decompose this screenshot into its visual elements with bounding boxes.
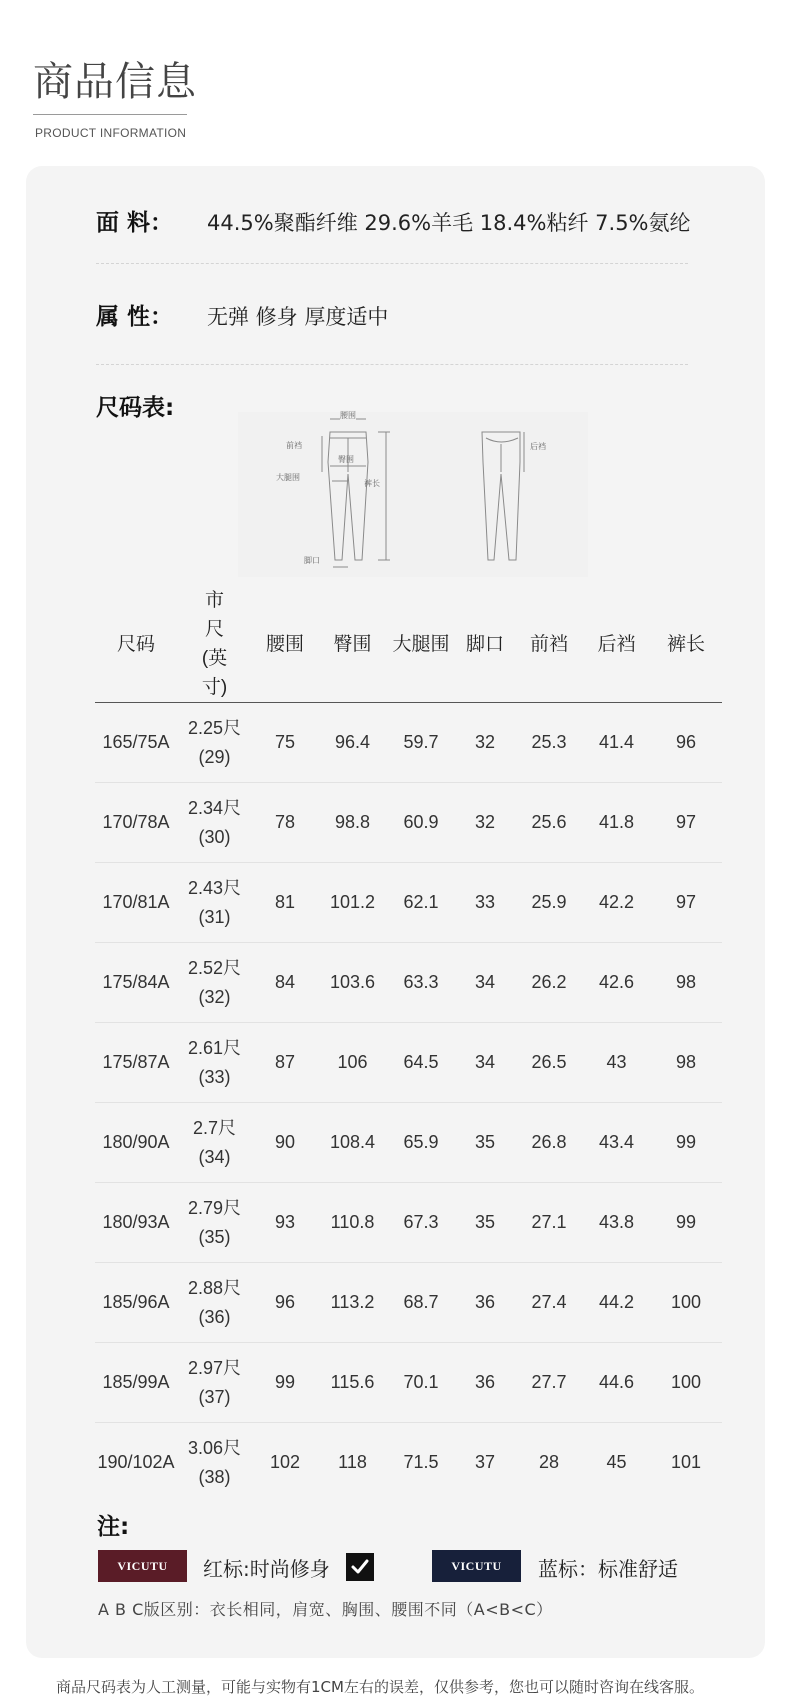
table-row xyxy=(95,783,722,863)
cell-hem: 32 xyxy=(455,783,515,863)
cell-hem: 34 xyxy=(455,1023,515,1103)
cell-shichi-text: 3.06尺(38) xyxy=(187,1437,242,1487)
cell-hem: 33 xyxy=(455,863,515,943)
checkmark-glyph xyxy=(350,1557,370,1577)
header-waist: 腰围 xyxy=(252,586,318,703)
cell-hip: 110.8 xyxy=(318,1183,387,1263)
cell-back-rise: 42.6 xyxy=(583,943,650,1023)
version-difference-note: A B C版区别：衣长相同，肩宽、胸围、腰围不同（A<B<C） xyxy=(98,1600,553,1619)
cell-front-rise: 25.9 xyxy=(515,863,583,943)
pants-measurement-diagram xyxy=(238,412,588,577)
title-underline xyxy=(33,114,187,115)
cell-hem: 36 xyxy=(455,1343,515,1423)
cell-shichi xyxy=(177,783,252,863)
cell-waist: 93 xyxy=(252,1183,318,1263)
cell-hem: 35 xyxy=(455,1183,515,1263)
diagram-label-thigh: 大腿围 xyxy=(276,473,300,482)
diagram-label-hem: 脚口 xyxy=(304,556,320,565)
cell-shichi xyxy=(177,943,252,1023)
section-title: 商品信息 xyxy=(33,59,197,105)
cell-shichi-text: 2.79尺(35) xyxy=(187,1197,242,1247)
checkmark-icon xyxy=(346,1553,374,1581)
cell-thigh: 71.5 xyxy=(403,1452,439,1472)
red-label-logo: VICUTU xyxy=(98,1550,187,1582)
cell-length: 98 xyxy=(650,1023,722,1103)
cell-size: 180/93A xyxy=(95,1183,177,1263)
cell-back-rise: 44.6 xyxy=(583,1343,650,1423)
cell-hem: 37 xyxy=(474,1452,496,1472)
diagram-label-hip: 臀围 xyxy=(338,455,354,464)
cell-shichi xyxy=(177,1263,252,1343)
cell-thigh: 65.9 xyxy=(387,1103,455,1183)
cell-waist: 84 xyxy=(252,943,318,1023)
cell-hip: 106 xyxy=(318,1023,387,1103)
header-hip: 臀围 xyxy=(318,586,387,703)
size-table xyxy=(95,586,722,1502)
header-length: 裤长 xyxy=(650,586,722,703)
table-row xyxy=(95,1183,722,1263)
cell-shichi xyxy=(177,863,252,943)
cell-back-rise: 42.2 xyxy=(583,863,650,943)
header-size: 尺码 xyxy=(95,586,177,703)
cell-shichi xyxy=(177,1423,252,1503)
cell-thigh: 62.1 xyxy=(387,863,455,943)
pants-diagram-svg xyxy=(238,412,588,577)
table-row xyxy=(95,1023,722,1103)
cell-shichi xyxy=(177,1343,252,1423)
table-row xyxy=(95,703,722,783)
cell-thigh: 70.1 xyxy=(387,1343,455,1423)
fabric-label: 面 料： xyxy=(96,210,174,236)
cell-size: 165/75A xyxy=(95,703,177,783)
cell-front-rise: 27.7 xyxy=(515,1343,583,1423)
divider xyxy=(96,263,688,264)
notes-label: 注: xyxy=(97,1514,130,1540)
cell-waist: 90 xyxy=(252,1103,318,1183)
cell-length: 99 xyxy=(650,1183,722,1263)
cell-back-rise: 41.8 xyxy=(583,783,650,863)
header-front-rise: 前裆 xyxy=(515,586,583,703)
cell-back-rise: 45 xyxy=(606,1452,627,1472)
header-shichi-text: 市尺(英寸) xyxy=(201,590,228,698)
cell-size: 175/87A xyxy=(95,1023,177,1103)
cell-waist: 81 xyxy=(252,863,318,943)
cell-shichi-text: 2.7尺(34) xyxy=(192,1117,237,1167)
cell-back-rise: 41.4 xyxy=(583,703,650,783)
cell-length: 101 xyxy=(670,1452,702,1472)
cell-front-rise: 26.8 xyxy=(515,1103,583,1183)
cell-hip: 101.2 xyxy=(318,863,387,943)
cell-length: 97 xyxy=(650,863,722,943)
cell-waist: 75 xyxy=(252,703,318,783)
cell-length: 99 xyxy=(650,1103,722,1183)
cell-length: 100 xyxy=(650,1343,722,1423)
blue-label-logo: VICUTU xyxy=(432,1550,521,1582)
cell-waist: 96 xyxy=(252,1263,318,1343)
cell-length: 100 xyxy=(650,1263,722,1343)
cell-hem: 34 xyxy=(455,943,515,1023)
cell-front-rise: 28 xyxy=(538,1452,560,1472)
cell-front-rise: 25.6 xyxy=(515,783,583,863)
cell-length: 98 xyxy=(650,943,722,1023)
cell-shichi-text: 2.52尺(32) xyxy=(187,957,242,1007)
section-subtitle: PRODUCT INFORMATION xyxy=(35,126,187,140)
cell-hem: 35 xyxy=(455,1103,515,1183)
cell-shichi-text: 2.88尺(36) xyxy=(187,1277,242,1327)
table-row xyxy=(95,1103,722,1183)
cell-shichi-text: 2.97尺(37) xyxy=(187,1357,242,1407)
cell-hip: 108.4 xyxy=(318,1103,387,1183)
cell-size: 175/84A xyxy=(95,943,177,1023)
cell-size: 190/102A xyxy=(97,1452,175,1472)
red-label-text: 红标:时尚修身 xyxy=(203,1557,330,1581)
header-shichi xyxy=(177,586,252,703)
cell-waist: 102 xyxy=(269,1452,301,1472)
cell-length: 96 xyxy=(650,703,722,783)
table-row xyxy=(95,863,722,943)
header-hem: 脚口 xyxy=(455,586,515,703)
cell-back-rise: 43 xyxy=(583,1023,650,1103)
diagram-label-back-rise: 后裆 xyxy=(530,442,546,451)
cell-thigh: 64.5 xyxy=(387,1023,455,1103)
cell-thigh: 63.3 xyxy=(387,943,455,1023)
cell-size: 185/99A xyxy=(95,1343,177,1423)
cell-length: 97 xyxy=(650,783,722,863)
cell-waist: 99 xyxy=(252,1343,318,1423)
cell-thigh: 68.7 xyxy=(387,1263,455,1343)
cell-back-rise: 43.8 xyxy=(583,1183,650,1263)
diagram-label-waist: 腰围 xyxy=(340,411,356,420)
cell-front-rise: 26.5 xyxy=(515,1023,583,1103)
divider xyxy=(96,364,688,365)
cell-back-rise: 43.4 xyxy=(583,1103,650,1183)
cell-waist: 78 xyxy=(252,783,318,863)
cell-size: 170/78A xyxy=(95,783,177,863)
attributes-label: 属 性： xyxy=(96,304,174,330)
cell-hip: 98.8 xyxy=(318,783,387,863)
cell-front-rise: 27.4 xyxy=(515,1263,583,1343)
diagram-label-length: 裤长 xyxy=(364,479,380,488)
cell-hip: 118 xyxy=(338,1452,367,1472)
cell-hip: 96.4 xyxy=(318,703,387,783)
table-row xyxy=(95,1343,722,1423)
size-chart-label: 尺码表: xyxy=(96,395,175,421)
table-row xyxy=(95,1263,722,1343)
header-back-rise: 后裆 xyxy=(583,586,650,703)
attributes-value: 无弹 修身 厚度适中 xyxy=(207,305,389,329)
cell-shichi xyxy=(177,1183,252,1263)
cell-shichi xyxy=(177,1023,252,1103)
cell-thigh: 67.3 xyxy=(387,1183,455,1263)
header-thigh: 大腿围 xyxy=(387,586,455,703)
cell-thigh: 59.7 xyxy=(387,703,455,783)
cell-front-rise: 25.3 xyxy=(515,703,583,783)
table-row xyxy=(95,1423,722,1503)
cell-shichi-text: 2.61尺(33) xyxy=(187,1037,242,1087)
table-row xyxy=(95,943,722,1023)
fabric-value: 44.5%聚酯纤维 29.6%羊毛 18.4%粘纤 7.5%氨纶 xyxy=(207,211,691,235)
cell-shichi-text: 2.43尺(31) xyxy=(187,877,242,927)
cell-front-rise: 26.2 xyxy=(515,943,583,1023)
cell-shichi-text: 2.34尺(30) xyxy=(187,797,242,847)
cell-hip: 115.6 xyxy=(318,1343,387,1423)
cell-hem: 36 xyxy=(455,1263,515,1343)
cell-waist: 87 xyxy=(252,1023,318,1103)
cell-thigh: 60.9 xyxy=(387,783,455,863)
diagram-label-front-rise: 前裆 xyxy=(286,441,302,450)
cell-back-rise: 44.2 xyxy=(583,1263,650,1343)
cell-front-rise: 27.1 xyxy=(515,1183,583,1263)
cell-shichi-text: 2.25尺(29) xyxy=(187,717,242,767)
cell-shichi xyxy=(177,1103,252,1183)
cell-size: 170/81A xyxy=(95,863,177,943)
cell-shichi xyxy=(177,703,252,783)
cell-hip: 113.2 xyxy=(318,1263,387,1343)
cell-hip: 103.6 xyxy=(318,943,387,1023)
cell-size: 180/90A xyxy=(95,1103,177,1183)
cell-size: 185/96A xyxy=(95,1263,177,1343)
table-header-row xyxy=(95,586,722,703)
blue-label-text: 蓝标：标准舒适 xyxy=(538,1557,678,1581)
cell-hem: 32 xyxy=(455,703,515,783)
measurement-disclaimer: 商品尺码表为人工测量，可能与实物有1CM左右的误差，仅供参考，您也可以随时咨询在线客服。 xyxy=(56,1678,704,1696)
